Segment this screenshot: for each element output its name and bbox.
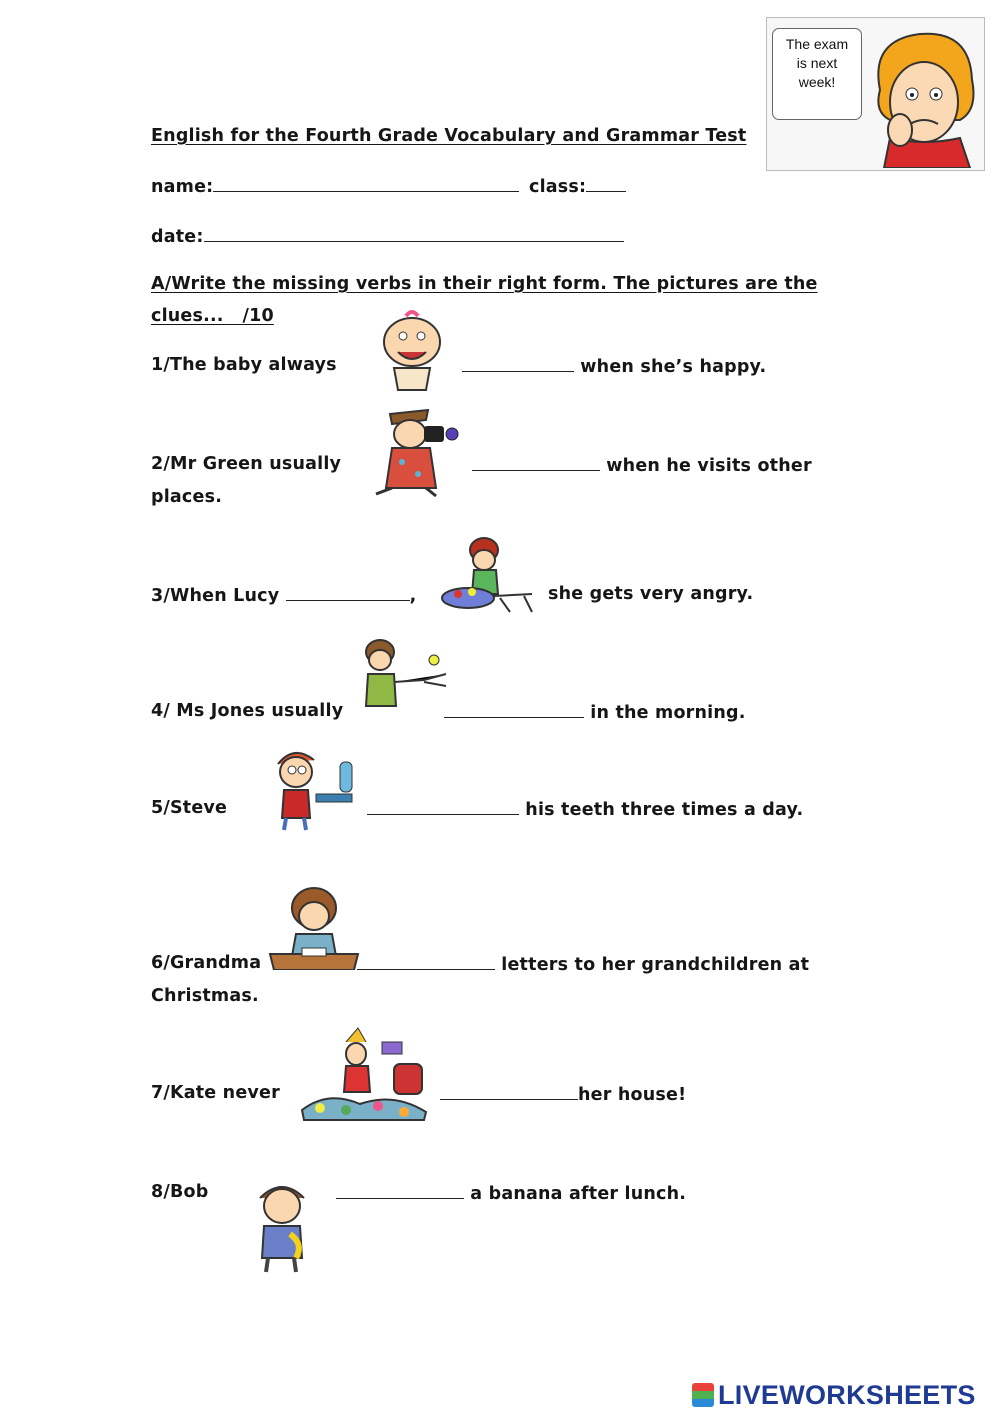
boy-eating-banana-icon [238,1174,330,1274]
bubble-line: is next [796,55,838,71]
item-8-answer[interactable] [336,1182,686,1204]
grandma-writing-icon [266,884,362,970]
ironing-woman-icon [440,532,540,614]
answer-blank-7[interactable] [440,1083,578,1100]
score-total: /10 [242,306,274,326]
item-7-answer[interactable] [440,1083,686,1105]
class-label: class: [529,177,587,197]
item-5-start: 5/Steve [151,798,228,818]
answer-blank-1[interactable] [462,355,574,372]
section-a-instruction-cont [151,306,274,326]
speech-bubble [772,28,862,120]
item-6-continued: Christmas. [151,986,259,1006]
answer-blank-3[interactable] [286,584,410,601]
boy-brushing-teeth-icon [264,742,360,832]
item-8-start: 8/Bob [151,1182,209,1202]
item-2-continued: places. [151,487,223,507]
class-field[interactable] [529,175,626,197]
item-1-start: 1/The baby always [151,355,337,375]
name-label: name: [151,177,214,197]
item-8-end: a banana after lunch. [464,1184,687,1204]
logo-mark-icon [692,1383,714,1407]
item-6-end: letters to her grandchildren at [495,955,810,975]
answer-blank-4[interactable] [444,701,584,718]
item-5-answer[interactable] [367,798,803,820]
section-a-instruction: A/Write the missing verbs in their right form. The pictures are the [151,274,818,294]
item-6-start: 6/Grandma [151,953,262,973]
answer-blank-2[interactable] [472,454,600,471]
item-1-answer[interactable] [462,355,766,377]
page-title: English for the Fourth Grade Vocabulary and Grammar Test [151,126,747,146]
item-1-end: when she’s happy. [574,357,767,377]
answer-blank-8[interactable] [336,1182,464,1199]
messy-house-icon [298,1024,430,1124]
class-blank[interactable] [586,175,626,192]
item-5-end: his teeth three times a day. [519,800,804,820]
bubble-line: The exam [785,36,849,52]
item-3-end: she gets very angry. [548,584,754,604]
answer-blank-6[interactable] [357,953,495,970]
instruction-tail: clues... [151,306,230,326]
bubble-line: week! [798,74,836,90]
name-field[interactable] [151,175,519,197]
laughing-baby-icon [372,306,452,394]
worried-boy-illustration [860,20,982,168]
item-2-answer[interactable] [472,454,812,476]
item-2-start: 2/Mr Green usually [151,454,342,474]
date-field[interactable] [151,225,624,247]
answer-blank-5[interactable] [367,798,519,815]
item-2-end: when he visits other [600,456,812,476]
item-4-answer[interactable] [444,701,746,723]
item-4-end: in the morning. [584,703,746,723]
item-6-answer[interactable] [357,953,809,975]
cooking-woman-icon [350,630,450,720]
item-7-start: 7/Kate never [151,1083,280,1103]
item-3-start[interactable]: 3/When Lucy , [151,586,417,606]
date-blank[interactable] [204,225,624,242]
item-4-start: 4/ Ms Jones usually [151,701,344,721]
photographer-icon [366,402,462,498]
date-label: date: [151,227,204,247]
item-7-end: her house! [578,1085,687,1105]
liveworksheets-logo[interactable] [692,1380,976,1410]
name-blank[interactable] [213,175,519,192]
item-3-text: 3/When Lucy [151,586,286,606]
brand-text: LIVEWORKSHEETS [718,1380,976,1410]
